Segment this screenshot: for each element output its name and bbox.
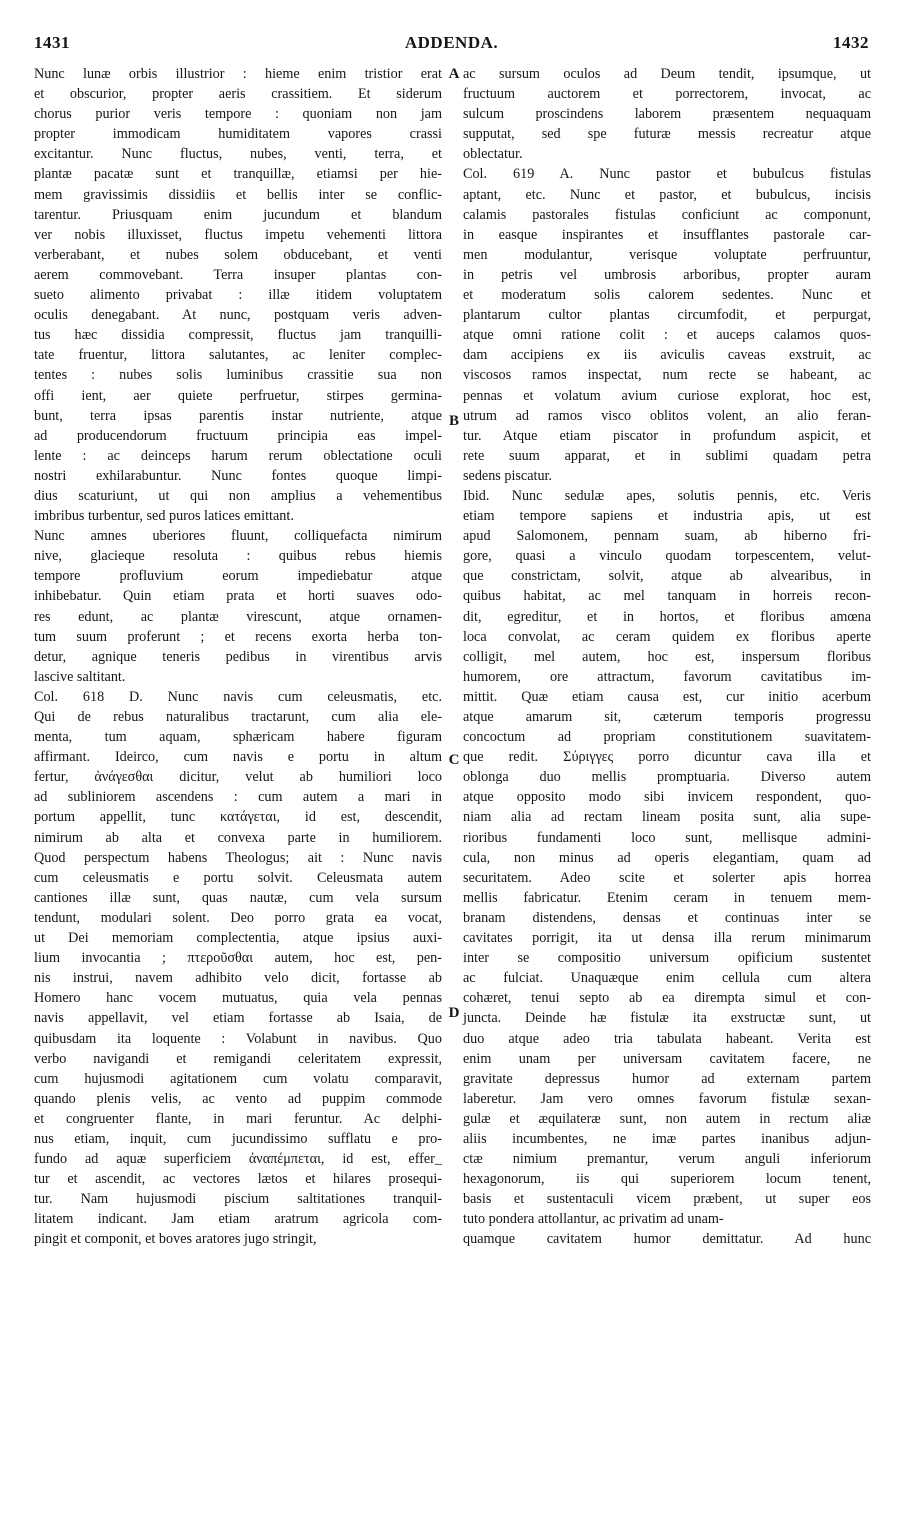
text-line: sedens piscatur. xyxy=(463,467,553,484)
text-line: cavitates porrigit, ita ut densa illa rerum minimarum xyxy=(463,930,871,947)
text-line: verbo navigandi et remigandi celeritatem expressit, xyxy=(34,1050,442,1067)
text-line: oblonga duo mellis promptuaria. Diverso autem xyxy=(463,769,871,786)
running-title: ADDENDA. xyxy=(404,33,499,52)
text-line: ctæ nimium premantur, verum anguli inferiorum xyxy=(463,1151,871,1168)
text-line: Col. 619 A. Nunc pastor et bubulcus fistulas xyxy=(463,166,871,183)
text-line: lente : ac deinceps harum rerum oblectatione oculi xyxy=(34,447,442,464)
text-line: navis appellavit, vel etiam fortasse ab Isaia, de xyxy=(34,1010,442,1027)
text-line: ad subliniorem ascendens : cum autem a mari in xyxy=(34,789,442,806)
text-line: tum suum proferunt ; et recens exorta herba ton- xyxy=(34,628,442,645)
text-line: affirmant. Ideirco, cum navis e portu in altum xyxy=(34,749,442,766)
text-line: duo atque adeo tria tabulata habeant. Verita est xyxy=(463,1030,871,1047)
text-line: Ibid. Nunc sedulæ apes, solutis pennis, etc. Veris xyxy=(463,487,871,504)
text-line: oculis denegabant. At nunc, postquam veris adven- xyxy=(34,307,442,324)
text-line: et congruenter flante, in mari feruntur. Ac delphi- xyxy=(34,1110,442,1127)
text-line: calamis pastorales fistulas conficiunt ac componunt, xyxy=(463,206,871,223)
text-line: dius scaturiunt, ut qui non amplius a vehementibus xyxy=(34,487,442,504)
text-line: cum hujusmodi agitationem cum volatu comparavit, xyxy=(34,1070,442,1087)
text-line: etiam tempore sapiens et industria apis, ut est xyxy=(463,508,871,525)
text-line: ver nobis illuxisset, fluctus impetu vehementi littora xyxy=(34,226,442,243)
text-line: sueto alimento privabat : illæ itidem voluptatem xyxy=(34,287,442,304)
text-line: rioribus fundamenti loco sunt, mellisque admini- xyxy=(463,829,871,846)
text-line: que redit. Σύριγγες porro dicuntur cava illa et xyxy=(463,749,871,766)
text-line: pingit et componit, et boves aratores jugo stringit, xyxy=(34,1231,317,1248)
text-line: dam accipiens ex iis aviculis caveas exstruit, ac xyxy=(463,347,871,364)
text-line: cohæret, tenui septo ab ea dirempta simul et con- xyxy=(463,990,871,1007)
text-line: humorem, ore attractum, favorum cavitatibus im- xyxy=(463,668,871,685)
text-line: et moderatum solis calorem sedentes. Nunc et xyxy=(463,287,871,304)
text-line: verberabant, et nubes solem obducebant, et venti xyxy=(34,246,442,263)
text-line: atque amarum sit, cæterum temporis progressu xyxy=(463,709,871,725)
text-line: in easque inspirantes et insufflantes pastorale car- xyxy=(463,226,871,243)
margin-marker-c: C xyxy=(448,752,460,768)
text-line: apud Salomonem, pennam suam, ab hiberno fri- xyxy=(463,528,871,545)
text-line: basis et sustentaculi vicem præbent, ut super eos xyxy=(463,1191,871,1208)
text-line: fertur, ἀνάγεσθαι dicitur, velut ab humiliori loco xyxy=(34,769,442,786)
text-line: portum appellit, tunc κατάγεται, id est, descendit, xyxy=(34,809,442,826)
text-line: tempore profluvium eorum impediebatur atque xyxy=(34,568,442,585)
text-line: laberetur. Jam vero omnes favorum fistulæ sexan- xyxy=(463,1090,871,1107)
text-line: quibusdam ita loquente : Volabunt in navibus. Quo xyxy=(34,1030,442,1047)
text-line: nis instrui, navem adhibito velo dicit, fortasse ab xyxy=(34,970,442,987)
text-line: juncta. Deinde hæ fistulæ ita exstructæ sunt, ut xyxy=(463,1010,871,1027)
text-line: men modulantur, verisque voluptate perfruuntur, xyxy=(463,246,871,263)
text-line: offi ient, aer quiete perfruetur, stirpes germina- xyxy=(34,387,442,404)
text-line: cum celeusmatis e portu solvit. Celeusmata autem xyxy=(34,869,442,886)
margin-marker-d: D xyxy=(448,1005,460,1021)
text-line: utrum ad ramos visco oblitos volent, an alio feran- xyxy=(463,407,871,424)
text-line: inter se compositio universum opificium sustentet xyxy=(463,950,871,967)
text-line: Qui de rebus naturalibus tractarunt, cum alia ele- xyxy=(34,709,442,725)
text-line: loca convolat, ac ceram quidem ex floribus aperte xyxy=(463,628,871,645)
text-line: quibus habitat, ac mel tanquam in horreis recon- xyxy=(463,588,871,605)
text-line: litatem indicant. Jam etiam aratrum agricola com- xyxy=(34,1211,442,1228)
text-line: fundo ad aquæ superficiem ἀναπέμπεται, id est, effer_ xyxy=(34,1151,442,1168)
text-line: inhibebatur. Quin etiam prata et horti suaves odo- xyxy=(34,588,442,605)
text-line: imbribus turbentur, sed puros latices emittant. xyxy=(34,508,294,525)
text-line: tentes : nubes solis luminibus crassitie sua non xyxy=(34,367,442,384)
text-line: enim unam per universam cavitatem facere, ne xyxy=(463,1050,871,1067)
text-line: bunt, terra ipsas parentis instar nutriente, atque xyxy=(34,407,442,424)
text-line: colligit, mel autem, hoc est, inspersum floribus xyxy=(463,648,871,665)
text-line: ut Dei memoriam complectentia, atque ipsius auxi- xyxy=(34,930,442,947)
text-line: mem gravissimis dissidiis et bellis inter se conflic- xyxy=(34,186,442,203)
page-header xyxy=(34,33,869,57)
text-line: branam distendens, densas et continuas inter se xyxy=(463,909,871,926)
text-line: pennas et volatum avium curiose explorat, hoc est, xyxy=(463,387,871,404)
text-line: hexagonorum, iis qui superiorem locum tenent, xyxy=(463,1171,871,1188)
text-line: aptant, etc. Nunc et pastor, et bubulcus, incisis xyxy=(463,186,871,203)
text-line: nimirum ab alta et convexa parte in humiliorem. xyxy=(34,829,442,846)
text-line: mittit. Quæ etiam causa est, cur initio acerbum xyxy=(463,688,871,705)
text-line: niam alia ad rectam lineam posita sunt, alia supe- xyxy=(463,809,871,826)
text-line: tur. Nam hujusmodi piscium saltitationes tranquil- xyxy=(34,1191,442,1208)
text-line: gulæ et æquilateræ sunt, non autem in rectum aliæ xyxy=(463,1110,871,1127)
text-line: chorus purior veris tempore : quoniam non jam xyxy=(34,106,442,123)
text-line: rete suum apparat, et in sublimi quadam petra xyxy=(463,447,871,464)
text-line: aerem commovebant. Terra insuper plantas con- xyxy=(34,266,442,283)
text-line: propter immodicam humiditatem vapores crassi xyxy=(34,126,442,143)
text-line: que constrictam, solvit, atque ab alvearibus, in xyxy=(463,568,871,585)
text-line: supputat, sed spe futuræ messis recreatur atque xyxy=(463,126,871,143)
text-line: excitantur. Nunc fluctus, nubes, venti, terra, et xyxy=(34,146,442,163)
text-line: tate fruentur, littora salutantes, ac leniter complec- xyxy=(34,347,442,364)
text-line: quando plenis velis, ac vento ad puppim commode xyxy=(34,1090,442,1107)
text-line: sulcum proscindens laborem præsentem nequaquam xyxy=(463,106,871,123)
margin-marker-b: B xyxy=(448,413,459,429)
text-line: plantæ pacatæ sunt et tranquillæ, etiamsi per hie- xyxy=(34,166,442,183)
text-line: Nunc lunæ orbis illustrior : hieme enim tristior erat xyxy=(34,66,442,82)
text-line: securitatem. Adeo scite et solerter apis horrea xyxy=(463,869,871,886)
text-line: ad producendorum fructuum principia eas impel- xyxy=(34,427,442,444)
text-line: detur, agnique teneris pedibus in virentibus arvis xyxy=(34,648,442,665)
text-line: tur et ascendit, ac vectores lætos et hilares prosequi- xyxy=(34,1171,442,1188)
text-line: atque opposito modo sibi invicem respondent, quo- xyxy=(463,789,871,806)
text-line: et obscurior, propter aeris crassitiem. Et siderum xyxy=(34,86,442,103)
text-line: ac fulciat. Unaquæque enim cellula cum altera xyxy=(463,970,871,987)
text-line: concoctum ad propriam constitutionem suavitatem- xyxy=(463,729,871,746)
text-line: lascive saltitant. xyxy=(34,668,126,685)
text-line: plantarum cultor plantas circumfodit, et perpurgat, xyxy=(463,307,871,324)
margin-marker-a: A xyxy=(448,66,460,82)
text-line: viscosos ramos inspectat, num recte se habeant, ac xyxy=(463,367,871,384)
text-line: res edunt, ac plantæ virescunt, atque ornamen- xyxy=(34,608,442,625)
text-line: in petris vel umbrosis arboribus, propter auram xyxy=(463,266,871,283)
text-line: gore, quasi a vinculo quodam torpescentem, velut- xyxy=(463,548,871,565)
text-line: fructuum auctorem et porrectorem, invocat, ac xyxy=(463,86,871,103)
text-line: cula, non minus ad operis elegantiam, quam ad xyxy=(463,849,871,866)
text-line: nus etiam, inquit, cum jucundissimo sufflatu e pro- xyxy=(34,1130,442,1147)
left-column xyxy=(34,64,442,1250)
text-line: atque omni ratione colit : et auceps calamos quos- xyxy=(463,327,871,344)
text-line: mellis fabricatur. Etenim ceram in tenuem mem- xyxy=(463,889,871,906)
text-line: tarentur. Priusquam enim jucundum et blandum xyxy=(34,206,442,223)
page-number-left: 1431 xyxy=(34,33,70,52)
text-line: tuto pondera attollantur, ac privatim ad unam- xyxy=(463,1211,724,1228)
text-line: cantiones illæ sunt, quas nautæ, cum vela sursum xyxy=(34,889,442,906)
text-line: tur. Atque etiam piscator in profundum aspicit, et xyxy=(463,427,871,444)
text-line: quamque cavitatem humor demittatur. Ad hunc xyxy=(463,1231,871,1248)
right-column xyxy=(463,64,871,1250)
text-line: oblectatur. xyxy=(463,146,523,163)
text-line: nive, glacieque resoluta : quibus rebus hiemis xyxy=(34,548,442,565)
page-number-right: 1432 xyxy=(833,33,869,52)
text-line: menta, tum aquam, sphæricam habere figuram xyxy=(34,729,442,746)
text-line: tendunt, modulari solent. Deo porro grata ea vocat, xyxy=(34,909,442,926)
text-line: aliis incumbentes, ne imæ partes inanibus adjun- xyxy=(463,1130,871,1147)
text-line: Nunc amnes uberiores fluunt, colliquefacta nimirum xyxy=(34,528,442,545)
text-line: tus hæc dissidia compressit, fluctus jam tranquilli- xyxy=(34,327,442,344)
text-line: Col. 618 D. Nunc navis cum celeusmatis, etc. xyxy=(34,688,442,705)
text-line: Quod perspectum habens Theologus; ait : Nunc navis xyxy=(34,849,442,866)
text-line: Homero hanc vocem mutuatus, quia vela pennas xyxy=(34,990,442,1007)
text-line: nostri exhilarabuntur. Nunc fontes quoque limpi- xyxy=(34,467,442,484)
text-line: dit, egreditur, et in hortos, et floribus amœna xyxy=(463,608,871,625)
text-line: gravitate depressus humor ad externam partem xyxy=(463,1070,871,1087)
text-line: lium invocantia ; πτεροῦσθαι autem, hoc est, pen- xyxy=(34,950,442,967)
text-line: ac sursum oculos ad Deum tendit, ipsumque, ut xyxy=(463,66,871,82)
